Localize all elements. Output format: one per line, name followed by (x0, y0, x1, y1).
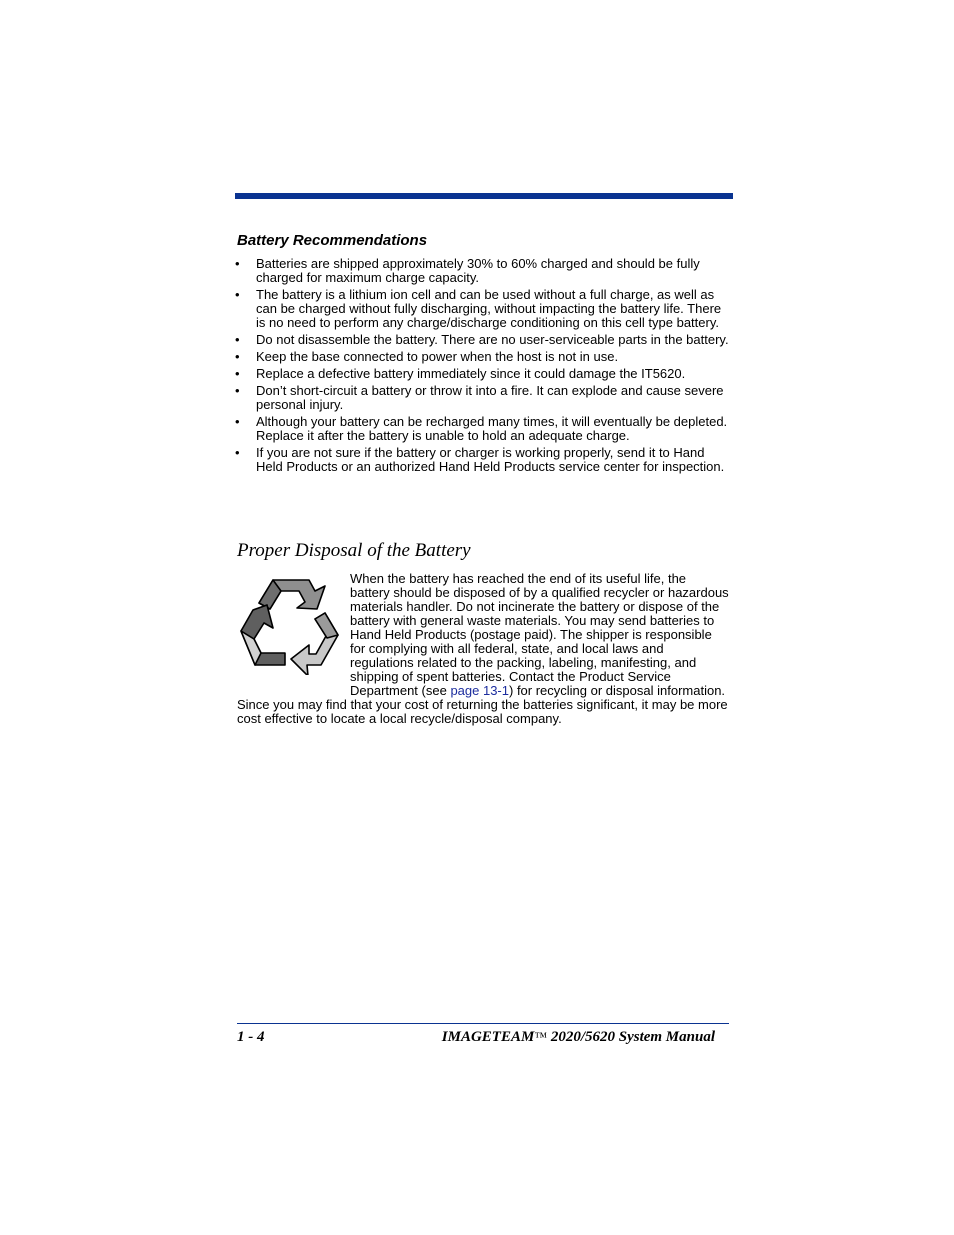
trademark-symbol: ™ (534, 1029, 548, 1044)
list-item (235, 384, 729, 412)
bullet-glyph: • (235, 414, 240, 429)
bullet-glyph: • (235, 256, 240, 271)
manual-title (442, 1028, 715, 1046)
list-item-text: Although your battery can be recharged many times, it will eventually be depleted. Replace it after the battery is unable to hold an adequate charge. (256, 414, 728, 443)
list-item (235, 333, 729, 347)
section-subheading: Battery Recommendations (237, 232, 428, 249)
manual-name-prefix: IMAGETEAM (441, 1029, 535, 1045)
bullet-glyph: • (235, 332, 240, 347)
section-title: Proper Disposal of the Battery (237, 540, 471, 561)
disposal-paragraph-block (237, 572, 729, 726)
bullet-glyph: • (235, 287, 240, 302)
list-item (235, 446, 729, 474)
list-item-text: Replace a defective battery immediately since it could damage the IT5620. (256, 366, 686, 381)
list-item-text: Don’t short-circuit a battery or throw it into a fire. It can explode and cause severe personal injury. (256, 383, 724, 412)
list-item (235, 257, 729, 285)
page-number: 1 - 4 (237, 1029, 265, 1045)
list-item (235, 288, 729, 330)
list-item (235, 415, 729, 443)
list-item-text: Batteries are shipped approximately 30% to 60% charged and should be fully charged for maximum charge capacity. (256, 256, 700, 285)
bullet-glyph: • (235, 383, 240, 398)
list-item-text: Do not disassemble the battery. There are no user-serviceable parts in the battery. (256, 332, 729, 347)
bullet-glyph: • (235, 366, 240, 381)
header-rule (235, 193, 733, 199)
list-item (235, 350, 729, 364)
disposal-text-before-link: When the battery has reached the end of its useful life, the battery should be disposed of by a qualified recycler or hazardous materials handler. Do not incinerate the battery or dispose of the battery with general waste materials. You may send batteries to Hand Held Products (postage paid). The shipper is responsible for complying with all federal, state, and local laws and regulations related to the packing, labeling, manifesting, and shipping of spent batteries. Contact the Product Service Department (see (350, 571, 729, 698)
bullet-glyph: • (235, 349, 240, 364)
list-item (235, 367, 729, 381)
footer-rule (237, 1023, 729, 1024)
icon-spacer (237, 572, 350, 686)
list-item-text: If you are not sure if the battery or charger is working properly, send it to Hand Held Products or an authorized Hand Held Products service center for inspection. (256, 445, 725, 474)
manual-name-suffix: 2020/5620 System Manual (547, 1029, 715, 1045)
list-item-text: Keep the base connected to power when the host is not in use. (256, 349, 619, 364)
list-item-text: The battery is a lithium ion cell and can be used without a full charge, as well as can be charged without fully discharging, without impacting the battery life. There is no need to perform any charge/discharge conditioning on this cell type battery. (256, 287, 722, 330)
page-reference-link[interactable]: page 13-1 (450, 683, 509, 698)
disposal-text-after-link: ) for recycling or disposal information. Since you may find that your cost of returning the batteries significant, it may be more cost effective to locate a local recycle/disposal company. (237, 683, 728, 726)
battery-recommendation-list (235, 257, 729, 477)
bullet-glyph: • (235, 445, 240, 460)
